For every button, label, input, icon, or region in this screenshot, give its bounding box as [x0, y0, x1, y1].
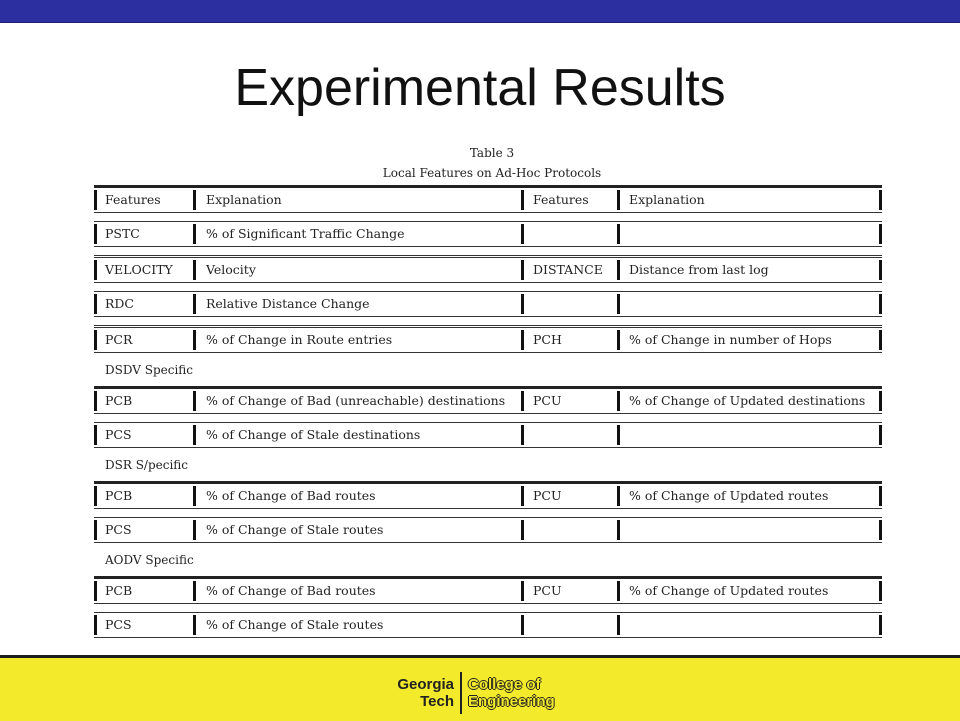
georgia-tech-logo — [378, 672, 568, 714]
table-row — [94, 481, 882, 509]
header-features: Features — [105, 192, 161, 207]
cell-explanation: % of Change of Stale routes — [206, 522, 384, 537]
table-caption-number: Table 3 — [469, 146, 515, 160]
cell-explanation-2: Distance from last log — [629, 262, 769, 277]
logo-right-line1: College of — [468, 676, 541, 693]
table-image — [80, 140, 904, 667]
logo-right-line2: Engineering — [468, 693, 555, 710]
cell-feature: PCS — [105, 427, 132, 442]
section-label-dsr — [94, 456, 882, 476]
table-row — [94, 325, 882, 353]
footer-rule — [0, 656, 960, 658]
cell-feature: PCB — [105, 488, 133, 503]
cell-explanation-2: % of Change of Updated destinations — [629, 393, 866, 408]
table-row — [94, 386, 882, 414]
cell-explanation: % of Change of Bad routes — [206, 583, 376, 598]
cell-feature-2: PCU — [533, 488, 562, 503]
cell-feature-2: PCU — [533, 583, 562, 598]
table-row — [94, 517, 882, 543]
cell-explanation: % of Change of Stale destinations — [206, 427, 421, 442]
logo-left-line1: Georgia — [397, 676, 454, 693]
table-row — [94, 422, 882, 448]
section-label: DSR S/pecific — [105, 458, 189, 472]
cell-feature: PCS — [105, 617, 132, 632]
cell-feature: PCS — [105, 522, 132, 537]
cell-explanation: % of Change of Bad (unreachable) destinations — [206, 393, 506, 408]
cell-explanation-2: % of Change of Updated routes — [629, 583, 829, 598]
cell-feature-2: PCH — [533, 332, 562, 347]
table-row — [94, 221, 882, 247]
cell-explanation: % of Significant Traffic Change — [206, 226, 405, 241]
slide-title: Experimental Results — [234, 59, 726, 117]
cell-feature: PCR — [105, 332, 133, 347]
table-caption-title: Local Features on Ad-Hoc Protocols — [382, 166, 602, 180]
cell-explanation: Velocity — [206, 262, 256, 277]
header-explanation: Explanation — [206, 192, 282, 207]
table-header-row — [94, 185, 882, 213]
cell-explanation-2: % of Change of Updated routes — [629, 488, 829, 503]
logo-divider — [460, 672, 462, 714]
table-row — [94, 612, 882, 638]
logo-right-text — [468, 676, 555, 710]
section-label: DSDV Specific — [105, 363, 194, 377]
section-label-aodv — [94, 551, 882, 571]
logo-left-text — [378, 676, 454, 710]
table-row — [94, 255, 882, 283]
logo-left-line2: Tech — [420, 693, 454, 710]
cell-explanation: Relative Distance Change — [206, 296, 370, 311]
cell-explanation: % of Change of Stale routes — [206, 617, 384, 632]
cell-explanation-2: % of Change in number of Hops — [629, 332, 832, 347]
features-table — [94, 185, 882, 646]
cell-feature-2: DISTANCE — [533, 262, 603, 277]
cell-feature: PCB — [105, 393, 133, 408]
cell-explanation: % of Change in Route entries — [206, 332, 393, 347]
cell-feature: RDC — [105, 296, 134, 311]
cell-feature: PCB — [105, 583, 133, 598]
top-bar — [0, 0, 960, 23]
header-explanation-2: Explanation — [629, 192, 705, 207]
table-row — [94, 291, 882, 317]
section-label-dsdv — [94, 361, 882, 381]
cell-feature: PSTC — [105, 226, 140, 241]
cell-feature-2: PCU — [533, 393, 562, 408]
table-row — [94, 576, 882, 604]
cell-feature: VELOCITY — [105, 262, 173, 277]
header-features-2: Features — [533, 192, 589, 207]
cell-explanation: % of Change of Bad routes — [206, 488, 376, 503]
section-label: AODV Specific — [105, 553, 194, 567]
